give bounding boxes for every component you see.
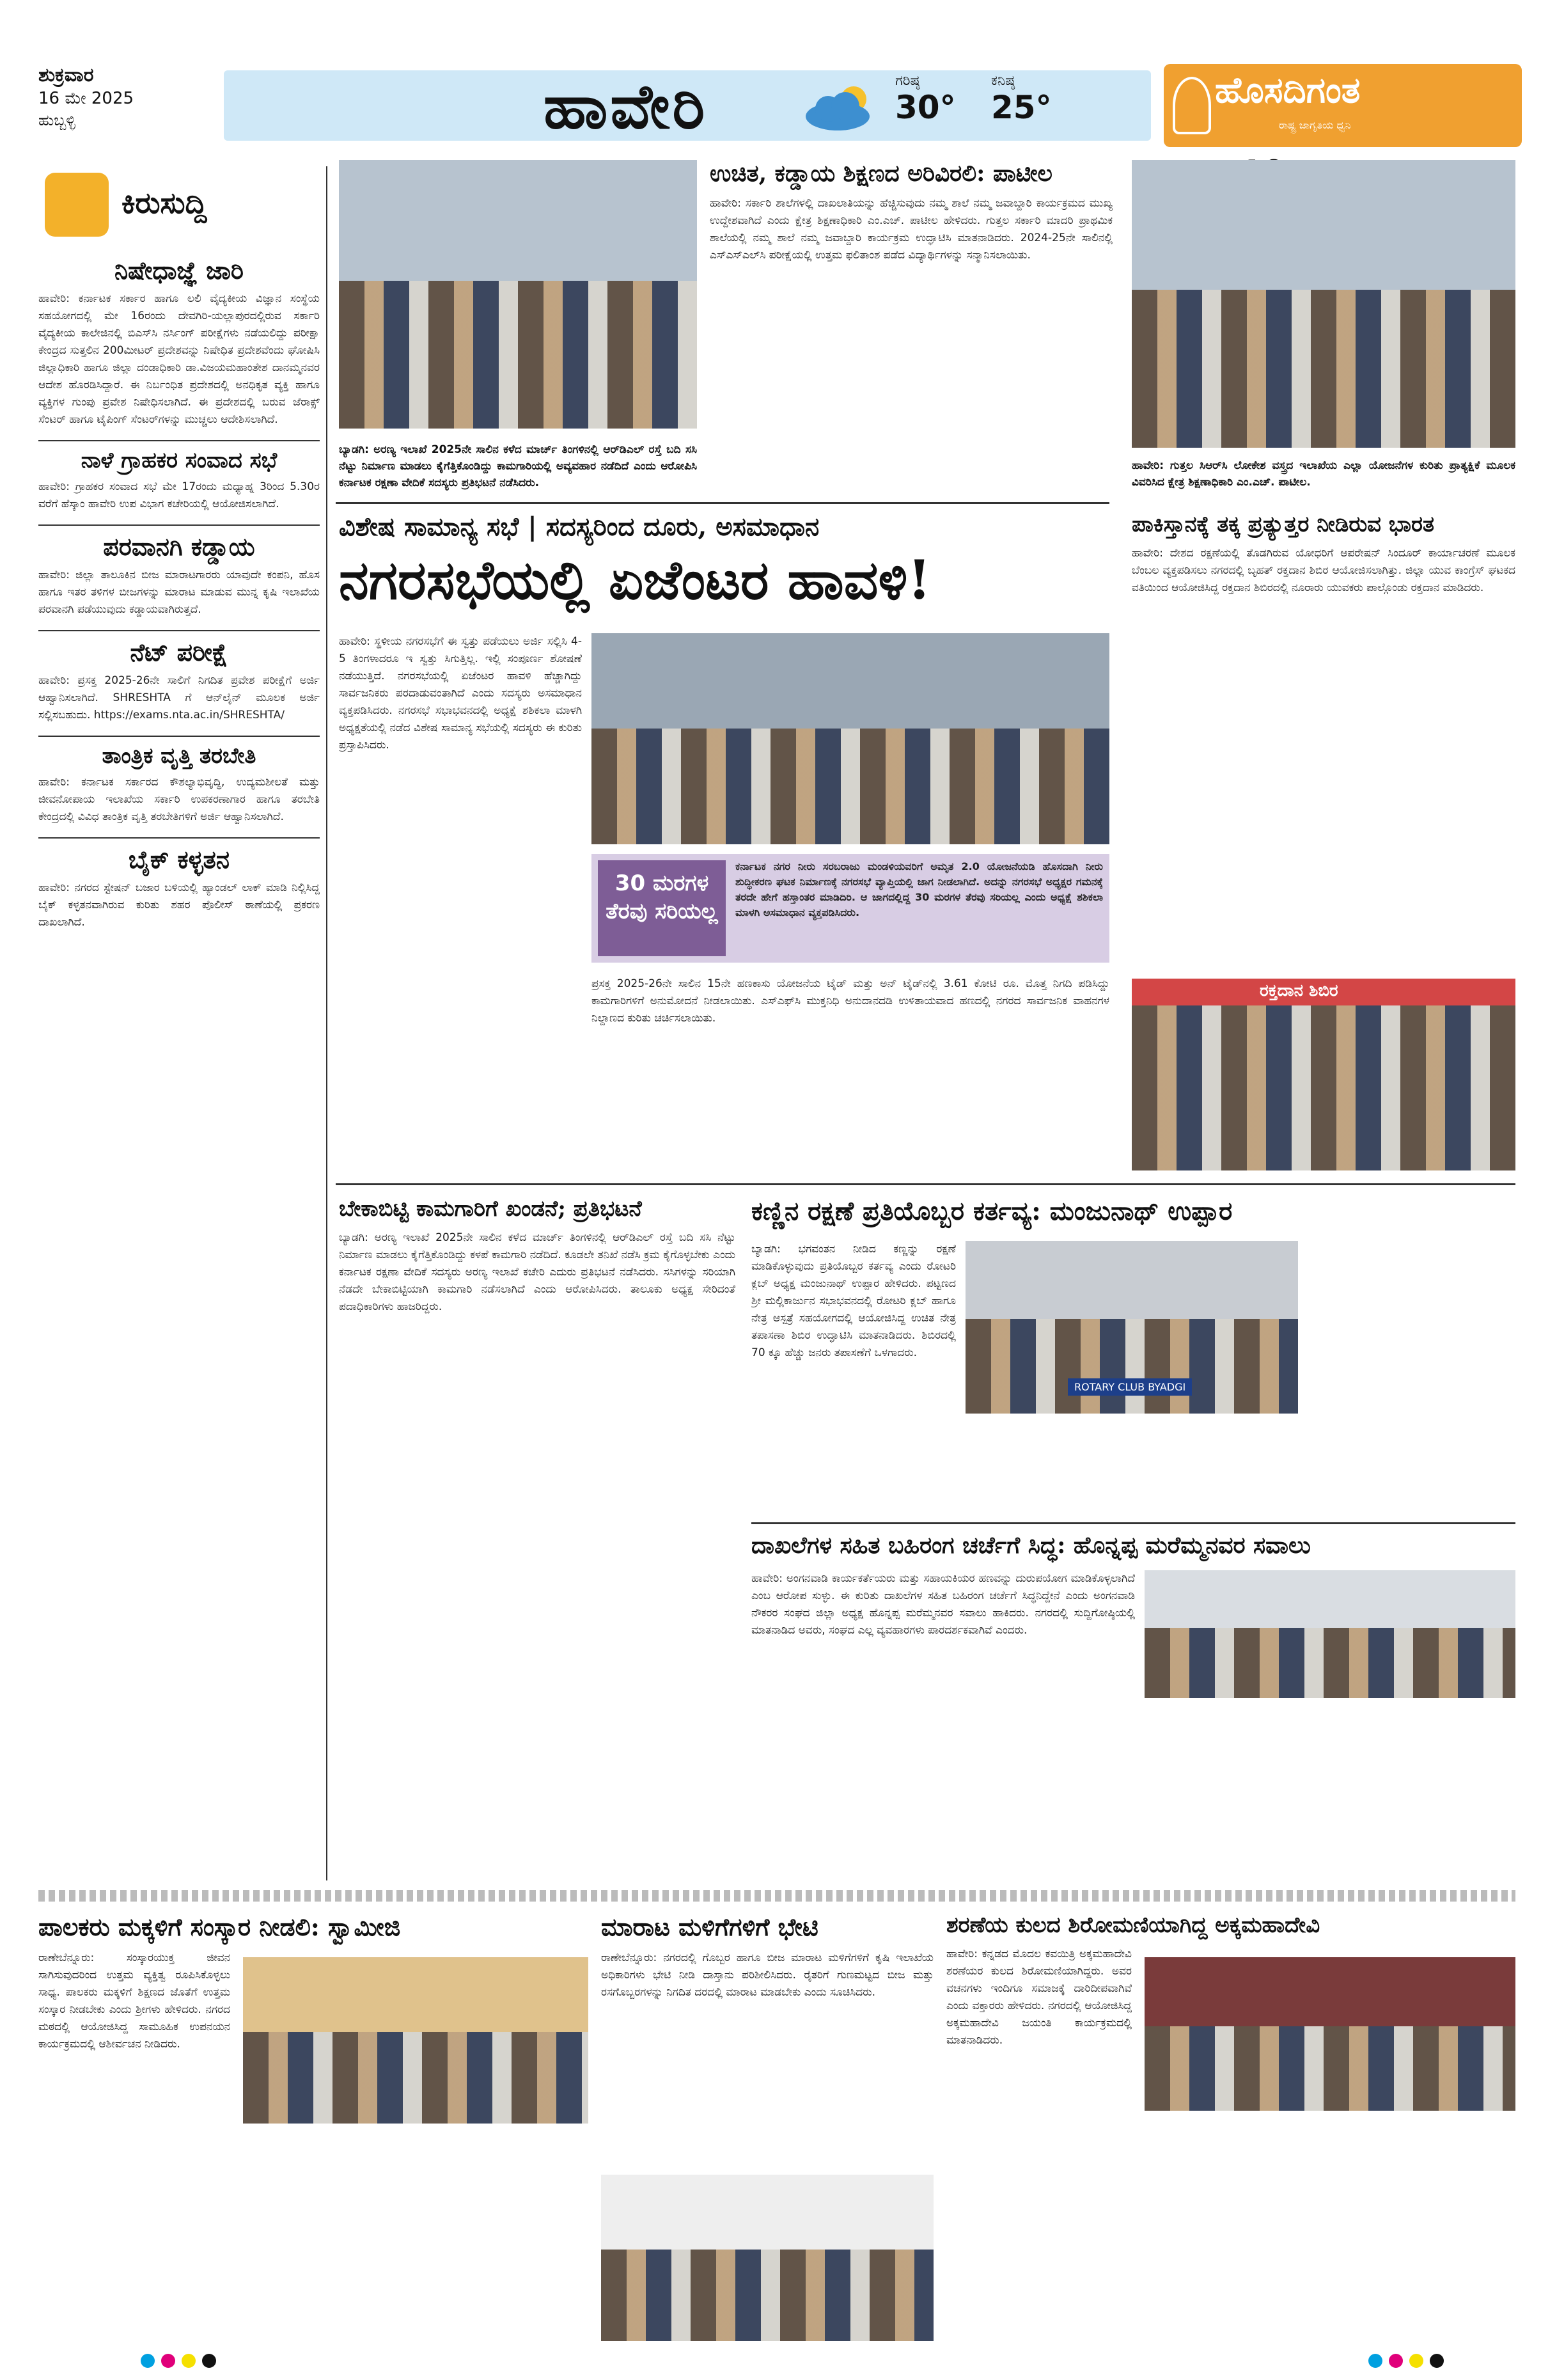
brief-head: ತಾಂತ್ರಿಕ ವೃತ್ತಿ ತರಬೇತಿ	[102, 743, 256, 769]
yellow-dot	[1409, 2354, 1423, 2368]
black-dot	[202, 2354, 216, 2368]
brief-body: ಹಾವೇರಿ: ಜಿಲ್ಲಾ ತಾಲೂಕಿನ ಬೀಜ ಮಾರಾಟಗಾರರು ಯಾವುದೇ ಕಂಪನಿ, ಹೊಸ ಹಾಗೂ ಇತರ ತಳಿಗಳ ಬೀಜಗಳನ್ನು ಮಾರಾಟ ಮಾಡುವ ಮುನ್ನ ಕೃಷಿ ಇಲಾಖೆಯ ಪರವಾನಗಿ ಪಡೆಯುವುದು ಕಡ್ಡಾಯವಾಗಿರುತ್ತದೆ.	[38, 569, 320, 616]
story-eye-camp	[751, 1196, 1515, 1234]
masthead-date: 16 ಮೇ 2025	[38, 89, 134, 108]
divider	[38, 736, 320, 737]
brief-body: ಹಾವೇರಿ: ಪ್ರಸಕ್ತ 2025-26ನೇ ಸಾಲಿಗೆ ನಿಗದಿತ ಪ್ರವೇಶ ಪರೀಕ್ಷೆಗೆ ಅರ್ಜಿ ಆಹ್ವಾನಿಸಲಾಗಿದೆ. SHRESHTA ಗೆ ಆನ್‌ಲೈನ್ ಮೂಲಕ ಅರ್ಜಿ ಸಲ್ಲಿಸಬಹುದು. https://exams.nta.ac.in/SHRESHTA/	[38, 674, 320, 721]
story-head: ಪಾಕಿಸ್ತಾನಕ್ಕೆ ತಕ್ಕ ಪ್ರತ್ಯುತ್ತರ ನೀಡಿರುವ ಭಾರತ	[1132, 512, 1435, 537]
cyan-dot	[1368, 2354, 1382, 2368]
kiru-suddi-title: ಕಿರುಸುದ್ದಿ	[121, 185, 207, 220]
section-banner	[38, 1890, 1515, 1902]
story-body: ಬ್ಯಾಡಗಿ: ಅರಣ್ಯ ಇಲಾಖೆ 2025ನೇ ಸಾಲಿನ ಕಳೆದ ಮಾರ್ಚ್ ತಿಂಗಳಿನಲ್ಲಿ ಆರ್‌ಡಿಎಲ್ ರಸ್ತೆ ಬದಿ ಸಸಿ ನೆಟ್ಟು ನಿರ್ಮಾಣ ಮಾಡಲು ಕೈಗೆತ್ತಿಕೊಂಡಿದ್ದು ಕಳಪೆ ಕಾಮಗಾರಿ ನಡೆದಿದೆ. ಕೂಡಲೇ ತನಿಖೆ ನಡೆಸಿ ಕ್ರಮ ಕೈಗೊಳ್ಳಬೇಕು ಎಂದು ಕರ್ನಾಟಕ ರಕ್ಷಣಾ ವೇದಿಕೆ ಸದಸ್ಯರು ಅರಣ್ಯ ಇಲಾಖೆ ಕಚೇರಿ ಎದುರು ಪ್ರತಿಭಟನೆ ನಡೆಸಿದರು. ಸಸಿಗಳನ್ನು ಸರಿಯಾಗಿ ನೆಡದೇ ಬೇಕಾಬಿಟ್ಟಿಯಾಗಿ ಕಾಮಗಾರಿ ನಡೆಸಲಾಗಿದೆ ಎಂದು ಆರೋಪಿಸಿದರು. ತಾಲೂಕು ಅಧ್ಯಕ್ಷ ಸೇರಿದಂತೆ ಪದಾಧಿಕಾರಿಗಳು ಹಾಜರಿದ್ದರು.	[339, 1231, 735, 1313]
brief-body: ಹಾವೇರಿ: ನಗರದ ಸ್ಟೇಷನ್ ಬಜಾರ ಬಳಿಯಲ್ಲಿ ಹ್ಯಾಂಡಲ್ ಲಾಕ್ ಮಾಡಿ ನಿಲ್ಲಿಸಿದ್ದ ಬೈಕ್ ಕಳ್ಳತನವಾಗಿರುವ ಕುರಿತು ಶಹರ ಪೊಲೀಸ್ ಠಾಣೆಯಲ್ಲಿ ಪ್ರಕರಣ ದಾಖಲಾಗಿದೆ.	[38, 881, 320, 929]
divider	[38, 524, 320, 526]
weather-box	[799, 70, 1119, 141]
divider	[38, 630, 320, 631]
story-protest	[339, 1196, 735, 1316]
story-body: ಬ್ಯಾಡಗಿ: ಭಗವಂತನ ನೀಡಿದ ಕಣ್ಣನ್ನು ರಕ್ಷಣೆ ಮಾಡಿಕೊಳ್ಳುವುದು ಪ್ರತಿಯೊಬ್ಬರ ಕರ್ತವ್ಯ ಎಂದು ರೋಟರಿ ಕ್ಲಬ್ ಅಧ್ಯಕ್ಷ ಮಂಜುನಾಥ್ ಉಪ್ಪಾರ ಹೇಳಿದರು. ಪಟ್ಟಣದ ಶ್ರೀ ಮಲ್ಲಿಕಾರ್ಜುನ ಸಭಾಭವನದಲ್ಲಿ ರೋಟರಿ ಕ್ಲಬ್ ಹಾಗೂ ನೇತ್ರ ಆಸ್ಪತ್ರೆ ಸಹಯೋಗದಲ್ಲಿ ಆಯೋಜಿಸಿದ್ದ ಉಚಿತ ನೇತ್ರ ತಪಾಸಣಾ ಶಿಬಿರ ಉದ್ಘಾಟಿಸಿ ಮಾತನಾಡಿದರು. ಶಿಬಿರದಲ್ಲಿ 70 ಕ್ಕೂ ಹೆಚ್ಚು ಜನರು ತಪಾಸಣೆಗೆ ಒಳಗಾದರು.	[751, 1243, 956, 1359]
story-body: ಹಾವೇರಿ: ಸರ್ಕಾರಿ ಶಾಲೆಗಳಲ್ಲಿ ದಾಖಲಾತಿಯನ್ನು ಹೆಚ್ಚಿಸುವುದು ನಮ್ಮ ಶಾಲೆ ನಮ್ಮ ಜವಾಬ್ದಾರಿ ಕಾರ್ಯಕ್ರಮದ ಮುಖ್ಯ ಉದ್ದೇಶವಾಗಿದೆ ಎಂದು ಕ್ಷೇತ್ರ ಶಿಕ್ಷಣಾಧಿಕಾರಿ ಎಂ.ಎಚ್. ಪಾಟೀಲ ಹೇಳಿದರು. ಗುತ್ತಲ ಸರ್ಕಾರಿ ಮಾದರಿ ಪ್ರಾಥಮಿಕ ಶಾಲೆಯಲ್ಲಿ ನಮ್ಮ ಶಾಲೆ ನಮ್ಮ ಜವಾಬ್ದಾರಿ ಕಾರ್ಯಕ್ರಮ ಉದ್ಘಾಟಿಸಿ ಮಾತನಾಡಿದರು. 2024-25ನೇ ಸಾಲಿನಲ್ಲಿ ಎಸ್‌ಎಸ್‌ಎಲ್‌ಸಿ ಪರೀಕ್ಷೆಯಲ್ಲಿ ಉತ್ತಮ ಫಲಿತಾಂಶ ಪಡೆದ ವಿದ್ಯಾರ್ಥಿಗಳನ್ನು ಸನ್ಮಾನಿಸಲಾಯಿತು.	[710, 197, 1113, 262]
rotary-banner: ROTARY CLUB BYADGI	[1068, 1378, 1192, 1396]
section-rule	[336, 1183, 1515, 1185]
registration-marks	[1368, 2354, 1444, 2368]
council-meeting-photo	[591, 633, 1109, 844]
lead-headline: ನಗರಸಭೆಯಲ್ಲಿ ಏಜೆಂಟರ ಹಾವಳಿ!	[339, 548, 932, 611]
story-head: ಬೇಕಾಬಿಟ್ಟಿ ಕಾಮಗಾರಿಗೆ ಖಂಡನೆ; ಪ್ರತಿಭಟನೆ	[339, 1196, 642, 1222]
section-rule	[751, 1522, 1515, 1524]
min-temp-label: ಕನಿಷ್ಠ	[991, 73, 1015, 89]
yellow-dot	[182, 2354, 196, 2368]
masthead	[38, 64, 1522, 154]
masthead-day: ಶುಕ್ರವಾರ	[38, 64, 94, 86]
brief-head: ನಿಷೇಧಾಜ್ಞೆ ಜಾರಿ	[114, 256, 244, 285]
brief-head: ನೆಟ್ ಪರೀಕ್ಷೆ	[130, 638, 228, 666]
inset-body: ಕರ್ನಾಟಕ ನಗರ ನೀರು ಸರಬರಾಜು ಮಂಡಳಿಯವರಿಗೆ ಅಮೃತ 2.0 ಯೋಜನೆಯಡಿ ಹೊಸದಾಗಿ ನೀರು ಶುದ್ಧೀಕರಣ ಘಟಕ ನಿರ್ಮಾಣಕ್ಕೆ ನಗರಸಭೆ ವ್ಯಾಪ್ತಿಯಲ್ಲಿ ಜಾಗ ನೀಡಲಾಗಿದೆ. ಅದನ್ನು ನಗರಸಭೆ ಅಧ್ಯಕ್ಷರ ಗಮನಕ್ಕೆ ತರದೇ ಹೇಗೆ ಹಸ್ತಾಂತರ ಮಾಡಿದಿರಿ. ಆ ಜಾಗದಲ್ಲಿದ್ದ 30 ಮರಗಳ ತೆರವು ಸರಿಯಲ್ಲ ಎಂದು ಅಧ್ಯಕ್ಷೆ ಶಶಿಕಲಾ ಮಾಳಗಿ ಅಸಮಾಧಾನ ವ್ಯಕ್ತಪಡಿಸಿದರು.	[735, 860, 1103, 918]
magenta-dot	[1389, 2354, 1403, 2368]
black-dot	[1430, 2354, 1444, 2368]
brief-body: ಹಾವೇರಿ: ಕರ್ನಾಟಕ ಸರ್ಕಾರದ ಕೌಶಲ್ಯಾಭಿವೃದ್ಧಿ, ಉದ್ಯಮಶೀಲತೆ ಮತ್ತು ಜೀವನೋಪಾಯ ಇಲಾಖೆಯ ಸರ್ಕಾರಿ ಉಪಕರಣಾಗಾರ ಹಾಗೂ ತರಬೇತಿ ಕೇಂದ್ರದಲ್ಲಿ ವಿವಿಧ ತಾಂತ್ರಿಕ ವೃತ್ತಿ ತರಬೇತಿಗಳಿಗೆ ಅರ್ಜಿ ಆಹ್ವಾನಿಸಲಾಗಿದೆ.	[38, 776, 320, 823]
education-photo	[1132, 160, 1515, 448]
cloud-icon	[799, 83, 882, 134]
blood-donation-photo	[1132, 979, 1515, 1170]
story-debate	[751, 1532, 1515, 1567]
brief-head: ನಾಳೆ ಗ್ರಾಹಕರ ಸಂವಾದ ಸಭೆ	[81, 448, 278, 473]
dateline	[38, 64, 217, 154]
story-head: ದಾಖಲೆಗಳ ಸಹಿತ ಬಹಿರಂಗ ಚರ್ಚೆಗೆ ಸಿದ್ಧ: ಹೊನ್ನಪ್ಪ ಮರೆಮ್ಮನವರ ಸವಾಲು	[751, 1532, 1311, 1559]
brand-logo-block	[1164, 64, 1522, 147]
shop-visit-photo	[601, 2175, 934, 2341]
story-body: ಹಾವೇರಿ: ದೇಶದ ರಕ್ಷಣೆಯಲ್ಲಿ ತೊಡಗಿರುವ ಯೋಧರಿಗೆ ಆಪರೇಷನ್ ಸಿಂದೂರ್ ಕಾರ್ಯಾಚರಣೆ ಮೂಲಕ ಬೆಂಬಲ ವ್ಯಕ್ತಪಡಿಸಲು ನಗರದಲ್ಲಿ ಬೃಹತ್ ರಕ್ತದಾನ ಶಿಬಿರ ಆಯೋಜಿಸಲಾಗಿತ್ತು. ಜಿಲ್ಲಾ ಯುವ ಕಾಂಗ್ರೆಸ್ ಘಟಕದ ವತಿಯಿಂದ ಆಯೋಜಿಸಿದ್ದ ರಕ್ತದಾನ ಶಿಬಿರದಲ್ಲಿ ನೂರಾರು ಯುವಕರು ಪಾಲ್ಗೊಂಡು ರಕ್ತದಾನ ಮಾಡಿದರು.	[1132, 547, 1515, 594]
lead-body-cont: ಪ್ರಸಕ್ತ 2025-26ನೇ ಸಾಲಿನ 15ನೇ ಹಣಕಾಸು ಯೋಜನೆಯ ಟೈಡ್ ಮತ್ತು ಅನ್ ಟೈಡ್‌ನಲ್ಲಿ 3.61 ಕೋಟಿ ರೂ. ಮೊತ್ತ ನಿಗದಿ ಪಡಿಸಿದ್ದು ಕಾಮಗಾರಿಗಳಿಗೆ ಅನುಮೋದನೆ ನೀಡಲಾಯಿತು. ಎಸ್‌ಎಫ್‌ಸಿ ಮುಕ್ತನಿಧಿ ಅನುದಾನದಡಿ ಉಳಿತಾಯವಾದ ಹಣದಲ್ಲಿ ನಗರದ ಸಾರ್ವಜನಿಕ ವಾಹನಗಳ ನಿಲ್ದಾಣದ ಕುರಿತು ಚರ್ಚಿಸಲಾಯಿತು.	[591, 977, 1109, 1025]
registration-marks	[141, 2354, 216, 2368]
brief-item	[38, 532, 320, 619]
story-body: ರಾಣೇಬೆನ್ನೂರು: ಸಂಸ್ಕಾರಯುಕ್ತ ಜೀವನ ಸಾಗಿಸುವುದರಿಂದ ಉತ್ತಮ ವ್ಯಕ್ತಿತ್ವ ರೂಪಿಸಿಕೊಳ್ಳಲು ಸಾಧ್ಯ. ಪಾಲಕರು ಮಕ್ಕಳಿಗೆ ಶಿಕ್ಷಣದ ಜೊತೆಗೆ ಉತ್ತಮ ಸಂಸ್ಕಾರ ನೀಡಬೇಕು ಎಂದು ಶ್ರೀಗಳು ಹೇಳಿದರು. ನಗರದ ಮಠದಲ್ಲಿ ಆಯೋಜಿಸಿದ್ದ ಸಾಮೂಹಿಕ ಉಪನಯನ ಕಾರ್ಯಕ್ರಮದಲ್ಲಿ ಆಶೀರ್ವಚನ ನೀಡಿದರು.	[38, 1951, 230, 2051]
masthead-city: ಹುಬ್ಬಳ್ಳಿ	[38, 111, 75, 129]
brief-head: ಬೈಕ್ ಕಳ್ಳತನ	[129, 845, 230, 874]
brief-body: ಹಾವೇರಿ: ಗ್ರಾಹಕರ ಸಂವಾದ ಸಭೆ ಮೇ 17ರಂದು ಮಧ್ಯಾಹ್ನ 3ರಿಂದ 5.30ರ ವರೆಗೆ ಹೆಸ್ಕಾಂ ಹಾವೇರಿ ಉಪ ವಿಭಾಗ ಕಚೇರಿಯಲ್ಲಿ ಆಯೋಜಿಸಲಾಗಿದೆ.	[38, 480, 320, 510]
cyan-dot	[141, 2354, 155, 2368]
protest-photo	[339, 160, 697, 429]
section-rule	[336, 502, 1109, 504]
eye-camp-photo	[966, 1241, 1298, 1414]
max-temp: 30°	[895, 89, 956, 126]
lead-body: ಹಾವೇರಿ: ಸ್ಥಳೀಯ ನಗರಸಭೆಗೆ ಈ ಸ್ವತ್ತು ಪಡೆಯಲು ಅರ್ಜಿ ಸಲ್ಲಿಸಿ 4-5 ತಿಂಗಳಾದರೂ ಇ ಸ್ವತ್ತು ಸಿಗುತ್ತಿಲ್ಲ. ಇಲ್ಲಿ ಸಂಪೂರ್ಣ ಶೋಷಣೆ ನಡೆಯುತ್ತಿದೆ. ನಗರಸಭೆಯಲ್ಲಿ ಏಜೆಂಟರ ಹಾವಳಿ ಹೆಚ್ಚಾಗಿದ್ದು ಸಾರ್ವಜನಿಕರು ಪರದಾಡುವಂತಾಗಿದೆ ಎಂದು ಸದಸ್ಯರು ಅಸಮಾಧಾನ ವ್ಯಕ್ತಪಡಿಸಿದರು. ನಗರಸಭೆ ಸಭಾಭವನದಲ್ಲಿ ಅಧ್ಯಕ್ಷೆ ಶಶಿಕಲಾ ಮಾಳಗಿ ಅಧ್ಯಕ್ಷತೆಯಲ್ಲಿ ನಡೆದ ವಿಶೇಷ ಸಾಮಾನ್ಯ ಸಭೆಯಲ್ಲಿ ಸದಸ್ಯರು ಈ ಕುರಿತು ಪ್ರಸ್ತಾಪಿಸಿದರು.	[339, 635, 582, 752]
brief-head: ಪರವಾನಗಿ ಕಡ್ಡಾಯ	[103, 532, 255, 561]
max-temp-label: ಗರಿಷ್ಠ	[895, 73, 920, 89]
brand-tagline: ರಾಷ್ಟ್ರ ಜಾಗೃತಿಯ ಧ್ವನಿ	[1279, 119, 1351, 131]
brief-item	[38, 256, 320, 429]
story-blood-donation	[1132, 512, 1515, 954]
brand-name: ಹೊಸದಿಗಂತ	[1215, 69, 1361, 111]
banner-text: ರಕ್ತದಾನ ಶಿಬಿರ	[1260, 981, 1338, 1000]
story-head: ಉಚಿತ, ಕಡ್ಡಾಯ ಶಿಕ್ಷಣದ ಅರಿವಿರಲಿ: ಪಾಟೀಲ	[710, 160, 1052, 187]
brief-body: ಹಾವೇರಿ: ಕರ್ನಾಟಕ ಸರ್ಕಾರ ಹಾಗೂ ಲಲಿ ವೈದ್ಯಕೀಯ ವಿಜ್ಞಾನ ಸಂಸ್ಥೆಯ ಸಹಯೋಗದಲ್ಲಿ ಮೇ 16ರಂದು ದೇವಗಿರಿ-ಯಲ್ಲಾಪುರದಲ್ಲಿರುವ ಸರ್ಕಾರಿ ವೈದ್ಯಕೀಯ ಕಾಲೇಜಿನಲ್ಲಿ ಬಿಎಸ್‌ಸಿ ನರ್ಸಿಂಗ್ ಪರೀಕ್ಷೆಗಳು ನಡೆಯಲಿದ್ದು ಪರೀಕ್ಷಾ ಕೇಂದ್ರದ ಸುತ್ತಲಿನ 200ಮೀಟರ್ ಪ್ರದೇಶವನ್ನು ನಿಷೇಧಿತ ಪ್ರದೇಶವೆಂದು ಘೋಷಿಸಿ ಜಿಲ್ಲಾಧಿಕಾರಿ ಹಾಗೂ ಜಿಲ್ಲಾ ದಂಡಾಧಿಕಾರಿ ಡಾ.ವಿಜಯಮಹಾಂತೇಶ ದಾನಮ್ಮನವರ ಆದೇಶ ಹೊರಡಿಸಿದ್ದಾರೆ. ಈ ನಿರ್ಬಂಧಿತ ಪ್ರದೇಶದಲ್ಲಿ ಅನಧಿಕೃತ ವ್ಯಕ್ತಿ ಹಾಗೂ ವ್ಯಕ್ತಿಗಳ ಗುಂಪು ಪ್ರವೇಶ ನಿಷೇಧಿಸಲಾಗಿದೆ. ಈ ಪ್ರದೇಶದಲ್ಲಿ ಬರುವ ಜೆರಾಕ್ಸ್ ಸೆಂಟರ್ ಹಾಗೂ ಟೈಪಿಂಗ್ ಸೆಂಟರ್‌ಗಳನ್ನು ಮುಚ್ಚಲು ಆದೇಶಿಸಲಾಗಿದೆ.	[38, 292, 320, 426]
magenta-dot	[161, 2354, 175, 2368]
press-meet-photo	[1145, 1570, 1515, 1698]
brief-item	[38, 845, 320, 931]
divider	[38, 837, 320, 839]
story-body: ಹಾವೇರಿ: ಕನ್ನಡದ ಮೊದಲ ಕವಯಿತ್ರಿ ಅಕ್ಕಮಹಾದೇವಿ ಶರಣೆಯರ ಕುಲದ ಶಿರೋಮಣಿಯಾಗಿದ್ದರು. ಅವರ ವಚನಗಳು ಇಂದಿಗೂ ಸಮಾಜಕ್ಕೆ ದಾರಿದೀಪವಾಗಿವೆ ಎಂದು ವಕ್ತಾರರು ಹೇಳಿದರು. ನಗರದಲ್ಲಿ ಆಯೋಜಿಸಿದ್ದ ಅಕ್ಕಮಹಾದೇವಿ ಜಯಂತಿ ಕಾರ್ಯಕ್ರಮದಲ್ಲಿ ಮಾತನಾಡಿದರು.	[946, 1948, 1132, 2047]
story-body: ಹಾವೇರಿ: ಅಂಗನವಾಡಿ ಕಾರ್ಯಕರ್ತೆಯರು ಮತ್ತು ಸಹಾಯಕಿಯರ ಹಣವನ್ನು ದುರುಪಯೋಗ ಮಾಡಿಕೊಳ್ಳಲಾಗಿದೆ ಎಂಬ ಆರೋಪ ಸುಳ್ಳು. ಈ ಕುರಿತು ದಾಖಲೆಗಳ ಸಹಿತ ಬಹಿರಂಗ ಚರ್ಚೆಗೆ ಸಿದ್ಧನಿದ್ದೇನೆ ಎಂದು ಅಂಗನವಾಡಿ ನೌಕರರ ಸಂಘದ ಜಿಲ್ಲಾ ಅಧ್ಯಕ್ಷ ಹೊನ್ನಪ್ಪ ಮರೆಮ್ಮನವರ ಸವಾಲು ಹಾಕಿದರು. ನಗರದಲ್ಲಿ ಸುದ್ದಿಗೋಷ್ಠಿಯಲ್ಲಿ ಮಾತನಾಡಿದ ಅವರು, ಸಂಘದ ಎಲ್ಲ ವ್ಯವಹಾರಗಳು ಪಾರದರ್ಶಕವಾಗಿವೆ ಎಂದರು.	[751, 1572, 1135, 1637]
photo-caption: ಹಾವೇರಿ: ಗುತ್ತಲ ಸಿಆರ್‌ಸಿ ಲೋಕೇಶ ವಸ್ತ್ರದ ಇಲಾಖೆಯ ಎಲ್ಲಾ ಯೋಜನೆಗಳ ಕುರಿತು ಪ್ರಾತ್ಯಕ್ಷಿಕೆ ಮೂಲಕ ವಿವರಿಸಿದ ಕ್ಷೇತ್ರ ಶಿಕ್ಷಣಾಧಿಕಾರಿ ಎಂ.ಎಚ್. ಪಾಟೀಲ.	[1132, 459, 1515, 489]
brief-item	[38, 448, 320, 513]
story-head: ಕಣ್ಣಿನ ರಕ್ಷಣೆ ಪ್ರತಿಯೊಬ್ಬರ ಕರ್ತವ್ಯ: ಮಂಜುನಾಥ್ ಉಪ್ಪಾರ	[751, 1196, 1233, 1226]
inset-title: 30 ಮರಗಳ ತೆರವು ಸರಿಯಲ್ಲ	[598, 860, 726, 956]
story-head: ಮಾರಾಟ ಮಳಿಗೆಗಳಿಗೆ ಭೇಟಿ	[601, 1912, 818, 1941]
lead-story	[339, 512, 1113, 621]
kiru-suddi-column	[38, 256, 320, 931]
inset-box	[591, 854, 1109, 963]
story-body: ರಾಣೇಬೆನ್ನೂರು: ನಗರದಲ್ಲಿ ಗೊಬ್ಬರ ಹಾಗೂ ಬೀಜ ಮಾರಾಟ ಮಳಿಗೆಗಳಿಗೆ ಕೃಷಿ ಇಲಾಖೆಯ ಅಧಿಕಾರಿಗಳು ಭೇಟಿ ನೀಡಿ ದಾಸ್ತಾನು ಪರಿಶೀಲಿಸಿದರು. ರೈತರಿಗೆ ಗುಣಮಟ್ಟದ ಬೀಜ ಮತ್ತು ರಸಗೊಬ್ಬರಗಳನ್ನು ನಿಗದಿತ ದರದಲ್ಲಿ ಮಾರಾಟ ಮಾಡಬೇಕು ಎಂದು ಸೂಚಿಸಿದರು.	[601, 1951, 934, 1999]
lead-kicker: ವಿಶೇಷ ಸಾಮಾನ್ಯ ಸಭೆ | ಸದಸ್ಯರಿಂದ ದೂರು, ಅಸಮಾಧಾನ	[339, 512, 820, 542]
photo-caption: ಬ್ಯಾಡಗಿ: ಅರಣ್ಯ ಇಲಾಖೆ 2025ನೇ ಸಾಲಿನ ಕಳೆದ ಮಾರ್ಚ್ ತಿಂಗಳಿನಲ್ಲಿ ಆರ್‌ಡಿಎಲ್ ರಸ್ತೆ ಬದಿ ಸಸಿ ನೆಟ್ಟು ನಿರ್ಮಾಣ ಮಾಡಲು ಕೈಗೆತ್ತಿಕೊಂಡಿದ್ದು ಕಾಮಗಾರಿಯಲ್ಲಿ ಅವ್ಯವಹಾರ ನಡೆದಿದೆ ಎಂದು ಆರೋಪಿಸಿ ಕರ್ನಾಟಕ ರಕ್ಷಣಾ ವೇದಿಕೆ ಸದಸ್ಯರು ಪ್ರತಿಭಟನೆ ನಡೆಸಿದರು.	[339, 443, 697, 489]
divider	[38, 440, 320, 441]
brief-item	[38, 638, 320, 724]
min-temp-block	[991, 73, 1052, 126]
masthead-band	[224, 70, 1151, 141]
swamiji-photo	[243, 1957, 588, 2124]
hand-icon	[45, 173, 109, 237]
page-title: ಹಾವೇರಿ	[544, 70, 708, 143]
brief-item	[38, 743, 320, 826]
akkamahadevi-photo	[1145, 1957, 1515, 2111]
column-divider	[326, 166, 327, 1880]
story-head: ಶರಣೆಯ ಕುಲದ ಶಿರೋಮಣಿಯಾಗಿದ್ದ ಅಕ್ಕಮಹಾದೇವಿ	[946, 1912, 1320, 1938]
story-education	[710, 160, 1113, 264]
lamp-icon	[1173, 77, 1211, 134]
story-shops	[601, 1912, 934, 2167]
max-temp-block	[895, 73, 956, 126]
kiru-suddi-header	[38, 173, 320, 243]
story-head: ಪಾಲಕರು ಮಕ್ಕಳಿಗೆ ಸಂಸ್ಕಾರ ನೀಡಲಿ: ಸ್ವಾಮೀಜಿ	[38, 1912, 401, 1941]
min-temp: 25°	[991, 89, 1052, 126]
